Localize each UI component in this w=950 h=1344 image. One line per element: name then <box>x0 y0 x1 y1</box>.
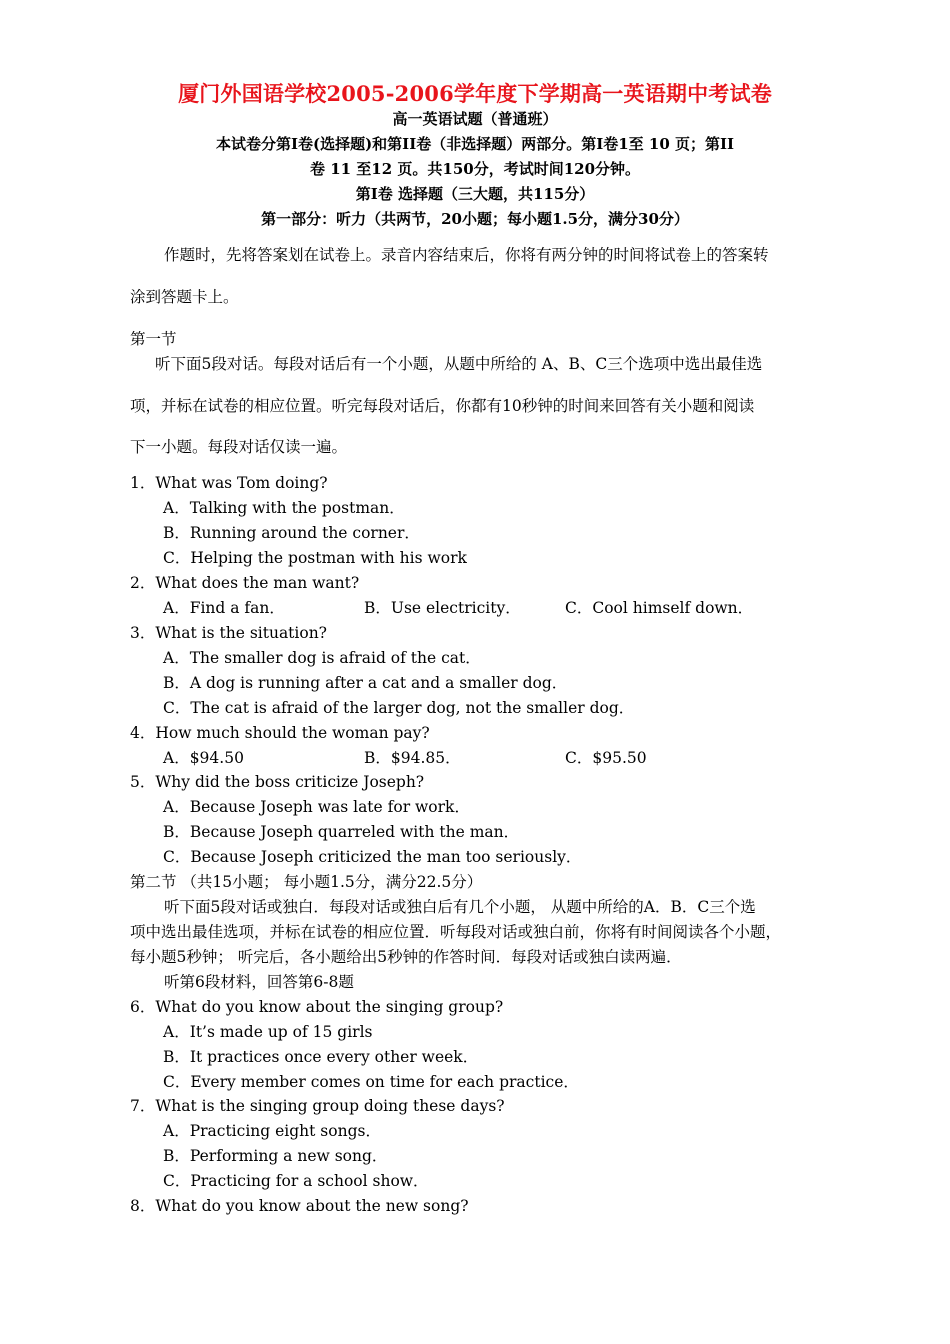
option-b: B．Because Joseph quarreled with the man． <box>163 823 520 841</box>
question-stem: 4．How much should the woman pay? <box>130 724 430 742</box>
option-b: B．It practices once every other week． <box>163 1048 479 1066</box>
material-instruction: 听第6段材料，回答第6-8题 <box>164 973 354 991</box>
option-a: A．Practicing eight songs． <box>163 1122 381 1140</box>
option-c: C．Every member comes on time for each practice． <box>163 1073 579 1091</box>
option-c: C．Helping the postman with his work <box>163 549 467 567</box>
option-b: B．Running around the corner． <box>163 524 420 542</box>
section2-instruction-line-3: 每小题5秒钟； 听完后，各小题给出5秒钟的作答时间．每段对话或独白读两遍． <box>130 948 682 966</box>
option-a: A．$94.50 <box>163 749 244 767</box>
option-a: A．The smaller dog is afraid of the cat． <box>163 649 481 667</box>
option-b: B．Performing a new song． <box>163 1147 388 1165</box>
intro-line-1: 作题时，先将答案划在试卷上。录音内容结束后，你将有两分钟的时间将试卷上的答案转 <box>164 246 769 264</box>
intro-line-2: 涂到答题卡上。 <box>130 288 239 306</box>
section2-heading: 第二节 （共15小题； 每小题1.5分，满分22.5分） <box>130 873 483 891</box>
question-stem: 7．What is the singing group doing these days? <box>130 1097 505 1115</box>
option-b: B．Use electricity． <box>364 599 521 617</box>
question-stem: 6．What do you know about the singing group? <box>130 998 504 1016</box>
question-stem: 5．Why did the boss criticize Joseph? <box>130 773 425 791</box>
question-stem: 8．What do you know about the new song? <box>130 1197 469 1215</box>
option-c: C．$95.50 <box>565 749 647 767</box>
exam-info-line-1: 本试卷分第Ⅰ卷(选择题)和第II卷（非选择题）两部分。第Ⅰ卷1至 10 页；第II <box>215 135 735 153</box>
part-heading: 第一部分：听力（共两节，20小题；每小题1.5分，满分30分） <box>261 210 689 228</box>
question-stem: 2．What does the man want? <box>130 574 360 592</box>
question-stem: 1．What was Tom doing? <box>130 474 328 492</box>
section2-instruction-line-1: 听下面5段对话或独白．每段对话或独白后有几个小题， 从题中所给的A．B．C三个选 <box>164 898 756 916</box>
option-b: B．A dog is running after a cat and a smaller dog． <box>163 674 568 692</box>
option-b: B．$94.85． <box>364 749 461 767</box>
option-c: C．Because Joseph criticized the man too seriously． <box>163 848 582 866</box>
option-c: C．Practicing for a school show． <box>163 1172 429 1190</box>
exam-title: 厦门外国语学校2005-2006学年度下学期高一英语期中考试卷 <box>178 81 772 106</box>
section1-heading: 第一节 <box>130 330 177 348</box>
section1-instruction-line-3: 下一小题。每段对话仅读一遍。 <box>130 438 348 456</box>
volume-heading: 第Ⅰ卷 选择题（三大题，共115分） <box>355 185 595 203</box>
section2-instruction-line-2: 项中选出最佳选项，并标在试卷的相应位置．听每段对话或独白前，你将有时间阅读各个小题， <box>130 923 782 941</box>
exam-info-line-2: 卷 11 至12 页。共150分，考试时间120分钟。 <box>309 160 641 178</box>
section1-instruction-line-1: 听下面5段对话。每段对话后有一个小题，从题中所给的 A、B、C三个选项中选出最佳选 <box>155 355 763 373</box>
option-c: C．Cool himself down． <box>565 599 754 617</box>
option-c: C．The cat is afraid of the larger dog, not the smaller dog． <box>163 699 635 717</box>
option-a: A．Because Joseph was late for work． <box>163 798 470 816</box>
section1-instruction-line-2: 项，并标在试卷的相应位置。听完每段对话后，你都有10秒钟的时间来回答有关小题和阅读 <box>130 397 755 415</box>
exam-subtitle: 高一英语试题（普通班） <box>392 110 558 128</box>
question-stem: 3．What is the situation? <box>130 624 327 642</box>
option-a: A．Talking with the postman． <box>163 499 405 517</box>
option-a: A．It’s made up of 15 girls <box>163 1023 373 1041</box>
option-a: A．Find a fan． <box>163 599 285 617</box>
